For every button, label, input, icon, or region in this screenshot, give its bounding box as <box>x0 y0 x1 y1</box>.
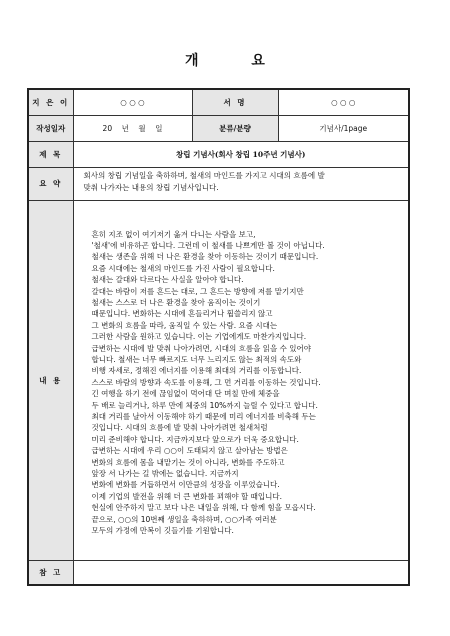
summary-line: 회사의 창립 기념일을 축하하며, 철새의 마인드를 가지고 시대의 흐름에 발 <box>83 170 325 180</box>
content-line: 긴 여행을 하기 전에 끊임없이 먹어대 단 며칠 만에 체중을 <box>91 389 280 399</box>
content-text <box>73 200 409 560</box>
content-line: 두 배로 늘리거나, 하루 만에 체중의 10%까지 늘릴 수 있다고 합니다. <box>91 400 318 410</box>
content-line: 요즘 시대에는 철새의 마인드를 가진 사람이 필요합니다. <box>91 263 275 273</box>
content-line: 끝으로, ○○의 10번째 생일을 축하하며, ○○가족 여러분 <box>91 514 277 524</box>
content-line: 때문입니다. 변화하는 시대에 흔들리거나 휩쓸리지 않고 <box>91 309 273 319</box>
content-line: 변화에 변화를 거듭하면서 이만큼의 성장을 이루었습니다. <box>91 480 280 490</box>
content-line: 그 변화의 흐름을 따라, 움직일 수 있는 사람. 요즘 시대는 <box>91 320 278 330</box>
content-line: 철새는 갈대와 다르다는 사실을 알아야 합니다. <box>91 275 244 285</box>
document-title: 개 요 <box>185 53 289 69</box>
sign-value: ○ ○ ○ <box>278 89 409 115</box>
content-line: 그러한 사람을 원하고 있습니다. 이는 기업에게도 마찬가지입니다. <box>91 332 307 342</box>
summary-line: 맞춰 나가자는 내용의 창립 기념사입니다. <box>83 182 219 192</box>
category-label: 분류/분량 <box>192 115 278 141</box>
overview-table <box>27 88 410 586</box>
content-label: 내 용 <box>28 200 73 560</box>
sign-label: 서 명 <box>192 89 278 115</box>
content-line: 철새는 생존을 위해 더 나은 환경을 찾아 이동하는 것이기 때문입니다. <box>91 252 319 262</box>
summary-text <box>73 167 409 200</box>
content-line: 급변하는 시대에 발 맞춰 나아가려면, 시대의 흐름을 읽을 수 있어야 <box>91 343 311 353</box>
reference-value <box>73 560 409 585</box>
content-line: 급변하는 시대에 우리 ○○이 도태되지 않고 살아남는 방법은 <box>91 446 288 456</box>
reference-label: 참 고 <box>28 560 73 585</box>
content-line: 모두의 가정에 만복이 깃들기를 기원합니다. <box>91 526 234 536</box>
content-line: 갈대는 바람이 저를 흔드는 대로, 그 흔드는 방향에 저를 맡기지만 <box>91 286 304 296</box>
content-line: 변화의 흐름에 몸을 내맡기는 것이 아니라, 변화를 주도하고 <box>91 457 285 467</box>
subject-label: 제 목 <box>28 141 73 167</box>
author-value: ○ ○ ○ <box>73 89 192 115</box>
content-line: 최대 거리를 날아서 이동해야 하기 때문에 미리 에너지를 비축해 두는 <box>91 412 316 421</box>
summary-label: 요 약 <box>28 167 73 200</box>
content-line: '철새'에 비유하곤 합니다. 그런데 이 철새를 나쁘게만 볼 것이 아닙니다. <box>91 240 325 250</box>
date-label: 작성일자 <box>28 115 73 141</box>
content-line: 미리 준비해야 합니다. 지금까지보다 앞으로가 더욱 중요합니다. <box>91 434 299 444</box>
content-line: 비행 자세로, 정해진 에너지를 이용해 최대의 거리를 이동합니다. <box>91 366 302 376</box>
subject-value: 창립 기념사(회사 창립 10주년 기념사) <box>73 141 409 167</box>
author-label: 지 은 이 <box>28 89 73 115</box>
content-line: 스스로 바람의 방향과 속도를 이용해, 그 먼 거리를 이동하는 것입니다. <box>91 377 321 387</box>
content-line: 이제 기업의 발전을 위해 더 큰 변화를 꾀해야 할 때입니다. <box>91 491 282 501</box>
content-line: 현실에 안주하지 말고 보다 나은 내일을 위해, 다 함께 힘을 모읍시다. <box>91 503 316 513</box>
content-line: 흔히 지조 없이 여기저기 옮겨 다니는 사람을 보고, <box>91 229 256 239</box>
content-line: 것입니다. 시대의 흐름에 발 맞춰 나아가려면 철새처럼 <box>91 423 268 433</box>
date-value: 20 년 월 일 <box>73 115 192 141</box>
content-line: 철새는 스스로 더 나은 환경을 찾아 움직이는 것이기 <box>91 297 261 307</box>
content-line: 앞장 서 나가는 길 밖에는 없습니다. 지금까지 <box>91 469 239 479</box>
category-value: 기념사/1page <box>278 115 409 141</box>
content-line: 합니다. 철새는 너무 빠르지도 너무 느리지도 않는 최적의 속도와 <box>91 354 302 364</box>
